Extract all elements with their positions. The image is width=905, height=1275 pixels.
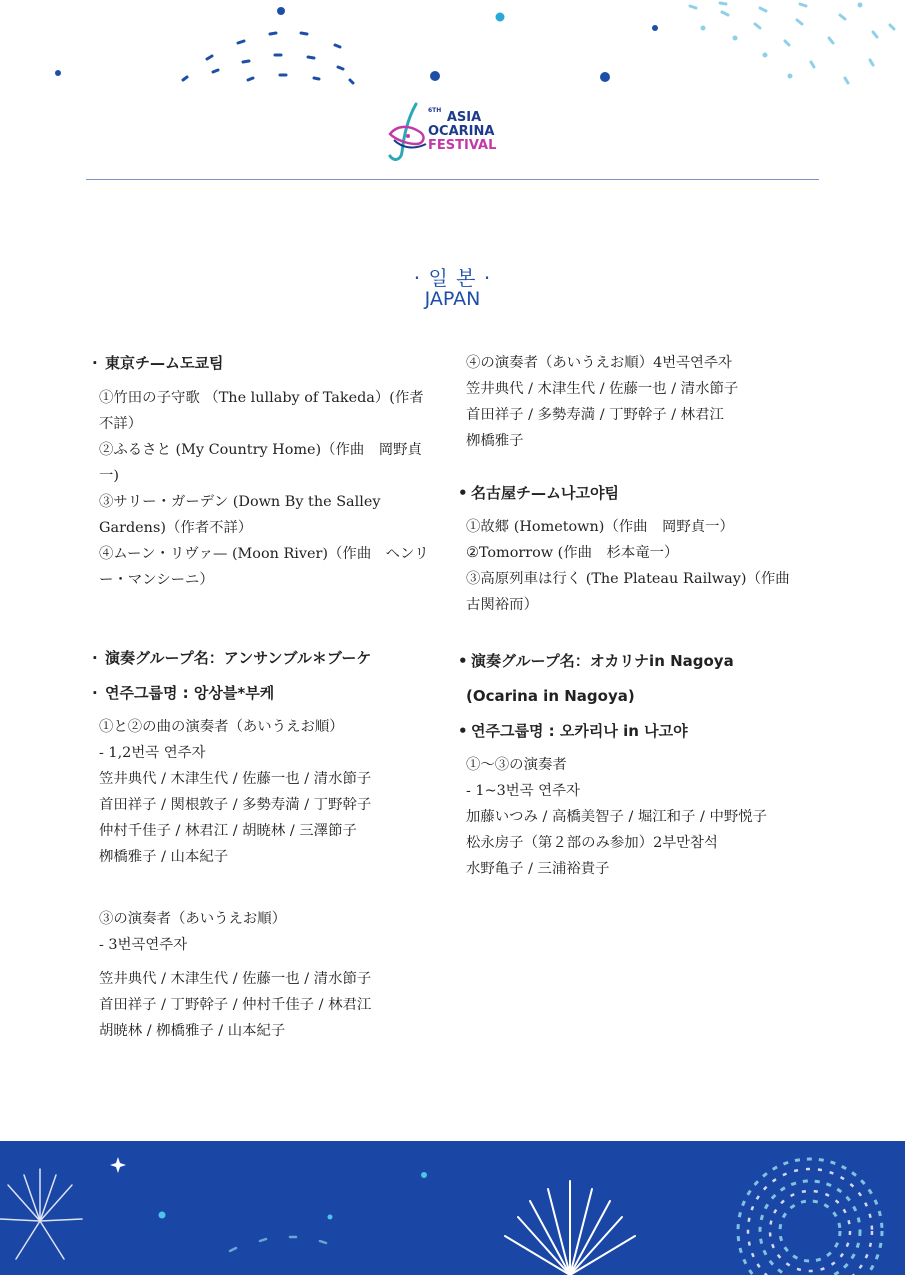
group-name-heading-jp xyxy=(92,645,452,671)
top-fireworks-decoration xyxy=(0,0,905,100)
performers-subtitle: - 3번곡연주자 xyxy=(99,937,188,953)
performers-subtitle: - 1~3번곡 연주자 xyxy=(466,783,580,799)
song-line: Gardens)（作者不詳） xyxy=(99,520,253,536)
performers-title: ①～③の演奏者 xyxy=(466,757,567,773)
song-line: ③サリー・ガーデン (Down By the Salley xyxy=(99,494,381,510)
tokyo-team-heading xyxy=(92,350,452,376)
group-name-ko: 연주그룹명 : 오카리나 in 나고야 xyxy=(471,722,688,740)
festival-logo xyxy=(386,100,526,170)
song-line: ー・マンシーニ） xyxy=(99,572,214,588)
performers-title: ④の演奏者（あいうえお順）4번곡연주자 xyxy=(466,355,732,371)
logo-ocarina: OCARINA xyxy=(428,124,495,139)
group-name-ko: 연주그룹명 : 앙상블*부케 xyxy=(105,684,275,702)
sparkle-icon xyxy=(110,1157,126,1173)
bullet: · xyxy=(92,354,98,372)
song-line: ①竹田の子守歌 （The lullaby of Takeda）(作者 xyxy=(99,390,424,406)
bullet: • xyxy=(458,484,468,502)
nagoya-team-title: 名古屋チ—ム나고야팀 xyxy=(471,484,619,502)
performer-names: 首田祥子 / 丁野幹子 / 仲村千佳子 / 林君江 xyxy=(99,997,372,1013)
country-title-english: JAPAN xyxy=(424,288,481,310)
tokyo-song-list xyxy=(92,385,452,593)
bullet: • xyxy=(458,722,468,740)
song-line: ④ムーン・リヴァ— (Moon River)（作曲 ヘンリ xyxy=(99,546,429,562)
performer-names: 胡暁林 / 栁橋雅子 / 山本紀子 xyxy=(99,1023,286,1039)
right-column xyxy=(458,350,818,882)
song-line: ①故郷 (Hometown)（作曲 岡野貞一） xyxy=(466,519,734,535)
performer-names: 笠井典代 / 木津生代 / 佐藤一也 / 清水節子 xyxy=(99,971,372,987)
bullet: · xyxy=(92,649,98,667)
left-column xyxy=(92,350,452,1044)
bullet: · xyxy=(92,684,98,702)
logo-asia: ASIA xyxy=(446,110,482,125)
song-line: 不詳） xyxy=(99,416,143,432)
logo-edition: 6TH xyxy=(428,107,442,114)
performers-subtitle: - 1,2번곡 연주자 xyxy=(99,745,206,761)
performers-3 xyxy=(92,906,452,1044)
logo-festival: FESTIVAL xyxy=(428,138,497,153)
performers-1-2 xyxy=(92,714,452,870)
song-line: ③高原列車は行く (The Plateau Railway)（作曲 xyxy=(466,571,790,587)
nagoya-team-heading xyxy=(458,480,818,506)
performer-names: 笠井典代 / 木津生代 / 佐藤一也 / 清水節子 xyxy=(99,771,372,787)
group-name-heading-jp xyxy=(458,648,818,674)
performer-names: 仲村千佳子 / 林君江 / 胡暁林 / 三澤節子 xyxy=(99,823,357,839)
performers-4 xyxy=(458,350,818,454)
performers-title: ③の演奏者（あいうえお順） xyxy=(99,911,287,927)
bottom-fireworks-band xyxy=(0,1141,905,1275)
performer-names: 首田祥子 / 関根敦子 / 多勢寿満 / 丁野幹子 xyxy=(99,797,372,813)
performer-names: 松永房子（第２部のみ参加）2부만참석 xyxy=(466,835,718,851)
performer-names: 加藤いつみ / 高橋美智子 / 堀江和子 / 中野悦子 xyxy=(466,809,768,825)
performer-names: 水野亀子 / 三浦裕貴子 xyxy=(466,861,610,877)
performers-1-3 xyxy=(458,752,818,882)
group-name-heading-ko xyxy=(458,718,818,744)
logo-wordmark xyxy=(428,108,496,152)
nagoya-song-list xyxy=(458,514,818,618)
group-name-jp: 演奏グループ名：アンサンブル＊ブーケ xyxy=(105,649,372,667)
song-line: 古関裕而） xyxy=(466,597,538,613)
country-title-korean: · 일 본 · xyxy=(413,266,492,290)
ocarina-logo-icon xyxy=(386,100,430,166)
performer-names: 首田祥子 / 多勢寿満 / 丁野幹子 / 林君江 xyxy=(466,407,724,423)
group-name-jp: 演奏グループ名：オカリナin Nagoya xyxy=(471,652,734,670)
group-name-heading-ko xyxy=(92,680,452,706)
tokyo-team-title: 東京チ—ム도쿄팀 xyxy=(105,354,224,372)
header-divider xyxy=(86,179,819,180)
song-line: ②ふるさと (My Country Home)（作曲 岡野貞 xyxy=(99,442,422,458)
song-line: ②Tomorrow (作曲 杉本竜一） xyxy=(466,545,679,561)
bullet: • xyxy=(458,652,468,670)
performer-names: 笠井典代 / 木津生代 / 佐藤一也 / 清水節子 xyxy=(466,381,739,397)
song-line: 一) xyxy=(99,468,120,484)
performer-names: 栁橋雅子 / 山本紀子 xyxy=(99,849,229,865)
fireworks-decoration xyxy=(0,1141,905,1275)
performers-title: ①と②の曲の演奏者（あいうえお順） xyxy=(99,719,344,735)
group-name-jp-continued: (Ocarina in Nagoya) xyxy=(466,687,635,705)
performer-names: 栁橋雅子 xyxy=(466,433,524,449)
